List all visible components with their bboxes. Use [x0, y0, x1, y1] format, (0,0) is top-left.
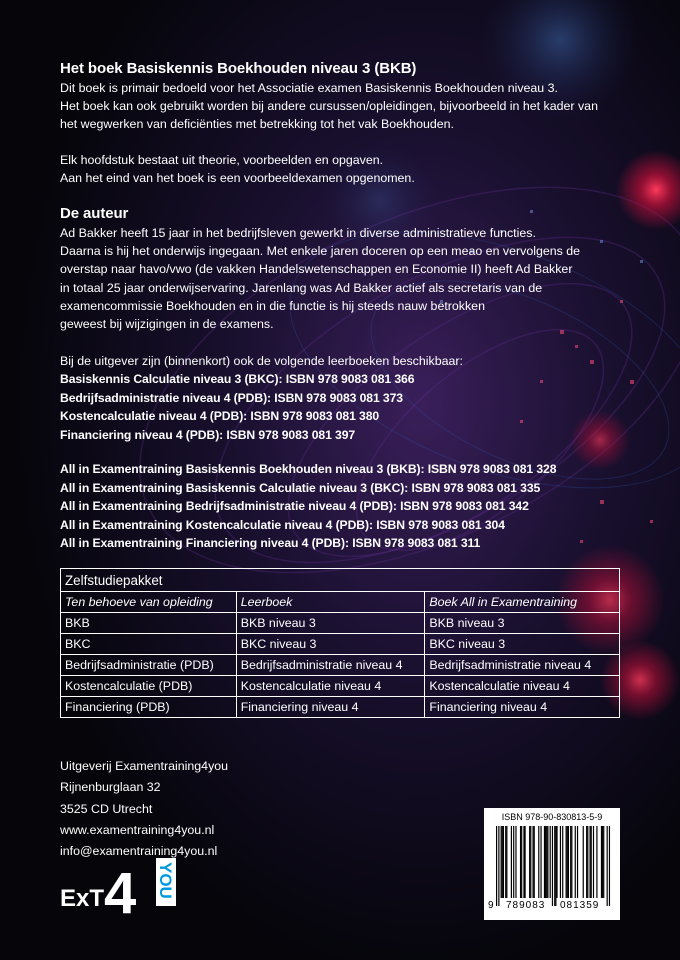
- publisher-address: [60, 756, 228, 862]
- book-item: All in Examentraining Bedrijfsadministratie niveau 4 (PDB): ISBN 978 9083 081 342: [60, 499, 529, 514]
- book-item: Bedrijfsadministratie niveau 4 (PDB): ISBN 978 9083 081 373: [60, 390, 403, 405]
- barcode-bar: [593, 826, 594, 898]
- publisher-website-link[interactable]: www.examentraining4you.nl: [60, 822, 215, 837]
- barcode-bar: [532, 826, 533, 898]
- barcode-digit-first: 9: [488, 900, 494, 911]
- barcode-bar: [607, 826, 608, 906]
- barcode-bar: [589, 826, 590, 898]
- barcode-bar: [513, 826, 514, 898]
- book-item: Kostencalculatie niveau 4 (PDB): ISBN 978 9083 081 380: [60, 409, 380, 424]
- table-row: [61, 613, 620, 634]
- text-line: Daarna is hij het onderwijs ingegaan. Met enkele jaren doceren op een meao en vervolgens de: [60, 244, 581, 259]
- zelfstudie-table: [60, 568, 620, 718]
- barcode-bar: [529, 826, 530, 898]
- barcode-bar: [603, 826, 604, 898]
- text-line: Elk hoofdstuk bestaat uit theorie, voorbeelden en opgaven.: [60, 153, 384, 167]
- logo-number: 4: [104, 861, 137, 920]
- barcode-bar: [534, 826, 535, 898]
- table-row: [61, 697, 620, 718]
- barcode-bar: [540, 826, 541, 898]
- text-line: Dit boek is primair bedoeld voor het Associatie examen Basiskennis Boekhouden niveau 3.: [60, 81, 558, 95]
- barcode-bar: [496, 826, 497, 906]
- table-row: [61, 655, 620, 676]
- logo-suffix: YOU: [156, 862, 175, 899]
- table-row: [61, 634, 620, 655]
- publisher-email-link[interactable]: info@examentraining4you.nl: [60, 844, 218, 859]
- barcode-bar: [552, 826, 553, 906]
- text-line: het wegwerken van deficiënties met betrekking tot het vak Boekhouden.: [60, 117, 454, 132]
- barcode-bar: [523, 826, 524, 898]
- column-header: Ten behoeve van opleiding: [61, 592, 237, 613]
- barcode-bar: [511, 826, 512, 898]
- book-item: All in Examentraining Basiskennis Calculatie niveau 3 (BKC): ISBN 978 9083 081 335: [60, 480, 541, 495]
- barcode-bar: [545, 826, 546, 898]
- barcode-bar: [609, 826, 610, 906]
- text-line: geweest bij wijzigingen in de examens.: [60, 316, 274, 331]
- book-list-1: [60, 370, 414, 444]
- barcode-bar: [596, 826, 597, 898]
- book-item: All in Examentraining Financiering niveau 4 (PDB): ISBN 978 9083 081 311: [60, 536, 481, 551]
- table-cell: Kostencalculatie niveau 4: [236, 676, 425, 697]
- barcode-bar: [556, 826, 557, 898]
- barcode-digits-left: 789083: [506, 900, 546, 911]
- barcode-bar: [547, 826, 548, 898]
- barcode-bar: [503, 826, 504, 898]
- barcode-bar: [568, 826, 569, 898]
- barcode-bar: [560, 826, 561, 898]
- table-cell: Bedrijfsadministratie (PDB): [61, 655, 237, 676]
- book-heading: Het boek Basiskennis Boekhouden niveau 3 (BKB): [60, 60, 417, 77]
- barcode-bar: [550, 826, 551, 898]
- table-cell: Bedrijfsadministratie niveau 4: [425, 655, 620, 676]
- isbn-barcode: [484, 808, 620, 920]
- table-cell: BKC niveau 3: [236, 634, 425, 655]
- barcode-bar: [567, 826, 568, 898]
- barcode-bar: [502, 826, 503, 898]
- table-cell: Financiering niveau 4: [425, 697, 620, 718]
- barcode-bar: [521, 826, 522, 898]
- book-list-2: [60, 460, 556, 553]
- barcode-bar: [520, 826, 521, 898]
- text-line: examencommissie Boekhouden en in die functie is hij steeds nauw betrokken: [60, 298, 485, 313]
- author-bio: [60, 224, 580, 333]
- barcode-bar: [591, 826, 592, 898]
- publisher-name: Uitgeverij Examentraining4you: [60, 759, 229, 773]
- table-cell: Financiering (PDB): [61, 697, 237, 718]
- barcode-bar: [587, 826, 588, 898]
- books-intro-text: Bij de uitgever zijn (binnenkort) ook de volgende leerboeken beschikbaar:: [60, 354, 463, 368]
- logo-text: ExT: [60, 885, 105, 912]
- barcode-bar: [586, 826, 587, 898]
- author-heading: De auteur: [60, 205, 129, 222]
- table-cell: BKC: [61, 634, 237, 655]
- barcode-bar: [562, 826, 563, 898]
- barcode-bars: [492, 826, 616, 910]
- books-intro: [60, 352, 463, 370]
- barcode-bar: [602, 826, 603, 898]
- barcode-bar: [515, 826, 516, 898]
- barcode-digits-right: 081359: [560, 900, 600, 911]
- text-line: in totaal 25 jaar onderwijservaring. Jarenlang was Ad Bakker actief als secretaris van de: [60, 280, 543, 295]
- barcode-bar: [501, 826, 502, 898]
- text-line: Ad Bakker heeft 15 jaar in het bedrijfsleven gewerkt in diverse administratieve functies.: [60, 226, 536, 240]
- barcode-bar: [575, 826, 576, 898]
- barcode-bar: [601, 826, 602, 898]
- barcode-bar: [505, 826, 506, 898]
- table-title: Zelfstudiepakket: [61, 569, 620, 592]
- barcode-bar: [566, 826, 567, 898]
- ext4you-logo: [60, 856, 180, 920]
- publisher-street: Rijnenburglaan 32: [60, 780, 161, 795]
- table-cell: Financiering niveau 4: [236, 697, 425, 718]
- table-row: [61, 676, 620, 697]
- barcode-bar: [583, 826, 584, 898]
- publisher-city: 3525 CD Utrecht: [60, 801, 153, 816]
- book-structure: [60, 151, 415, 187]
- book-item: Basiskennis Calculatie niveau 3 (BKC): ISBN 978 9083 081 366: [60, 372, 415, 386]
- barcode-bar: [577, 826, 578, 898]
- barcode-bar: [498, 826, 499, 906]
- text-line: Aan het eind van het boek is een voorbeeldexamen opgenomen.: [60, 171, 415, 186]
- column-header: Boek All in Examentraining: [425, 592, 620, 613]
- table-cell: Bedrijfsadministratie niveau 4: [236, 655, 425, 676]
- book-item: Financiering niveau 4 (PDB): ISBN 978 9083 081 397: [60, 427, 356, 442]
- barcode-bar: [546, 826, 547, 898]
- book-description: [60, 79, 598, 134]
- barcode-bar: [530, 826, 531, 898]
- table-cell: Kostencalculatie (PDB): [61, 676, 237, 697]
- table-cell: BKC niveau 3: [425, 634, 620, 655]
- barcode-bar: [555, 826, 556, 906]
- barcode-bar: [544, 826, 545, 898]
- text-line: Het boek kan ook gebruikt worden bij andere cursussen/opleidingen, bijvoorbeeld in het kader van: [60, 99, 598, 114]
- isbn-label: ISBN 978-90-830813-5-9: [501, 812, 603, 822]
- barcode-bar: [538, 826, 539, 898]
- barcode-bar: [570, 826, 571, 898]
- barcode-bar: [506, 826, 507, 898]
- book-item: All in Examentraining Kostencalculatie niveau 4 (PDB): ISBN 978 9083 081 304: [60, 517, 505, 532]
- barcode-bar: [525, 826, 526, 898]
- table-header-row: [61, 592, 620, 613]
- barcode-bar: [571, 826, 572, 898]
- book-item: All in Examentraining Basiskennis Boekhouden niveau 3 (BKB): ISBN 978 9083 081 328: [60, 462, 557, 476]
- text-line: overstap naar havo/vwo (de vakken Handelswetenschappen en Economie II) heeft Ad Bakker: [60, 262, 573, 277]
- table-cell: BKB: [61, 613, 237, 634]
- column-header: Leerboek: [236, 592, 425, 613]
- table-cell: BKB niveau 3: [236, 613, 425, 634]
- barcode-bar: [554, 826, 555, 906]
- table-cell: Kostencalculatie niveau 4: [425, 676, 620, 697]
- table-cell: BKB niveau 3: [425, 613, 620, 634]
